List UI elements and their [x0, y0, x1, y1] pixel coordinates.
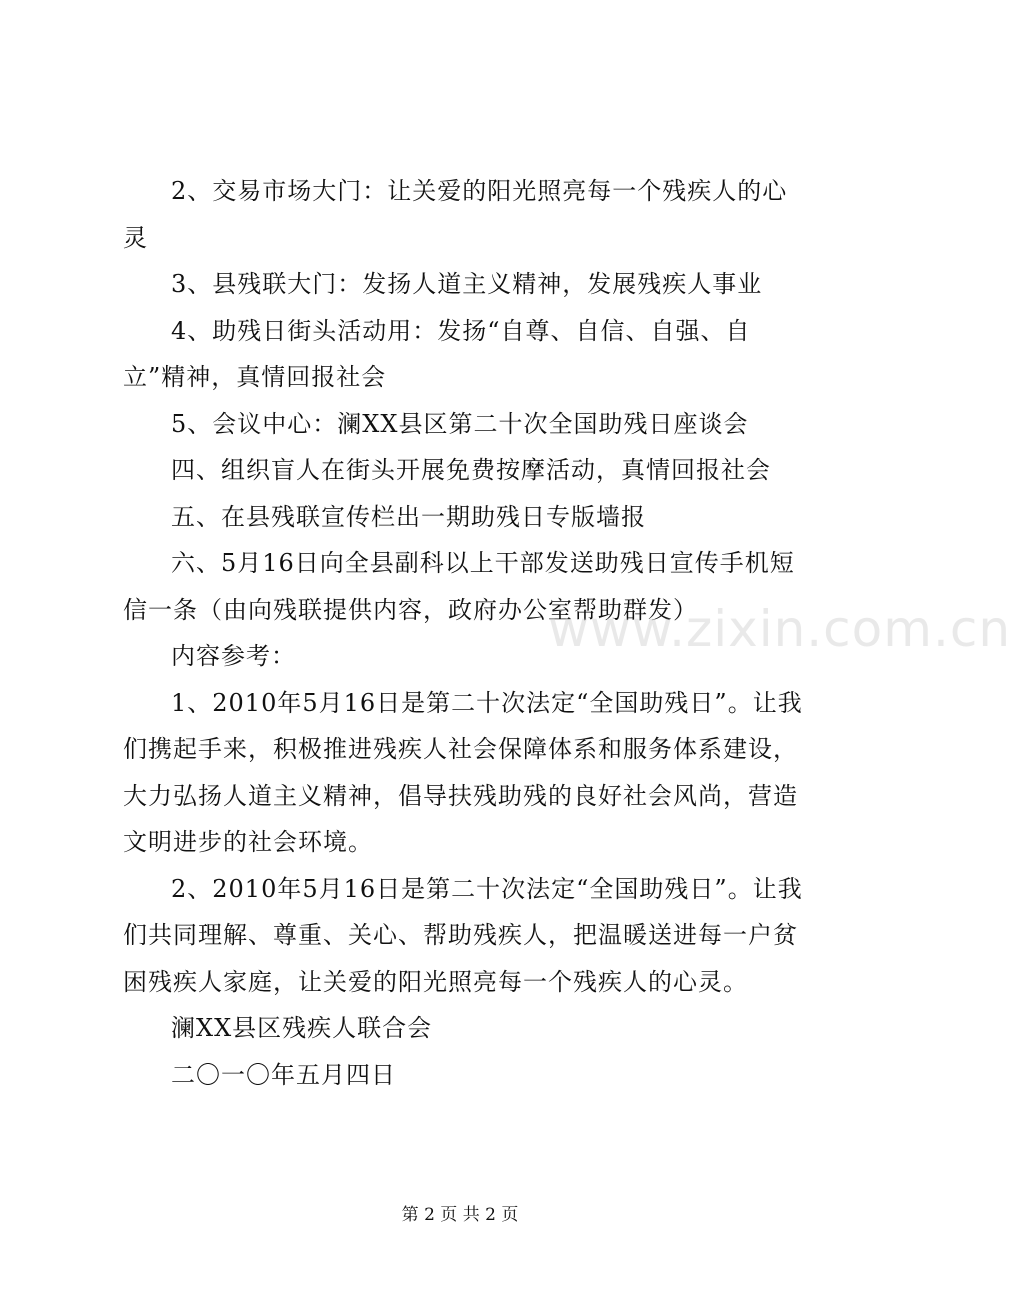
paragraph-street-activity: 4、助残日街头活动用：发扬“自尊、自信、自强、自立”精神，真情回报社会: [123, 316, 751, 391]
paragraph-item-six: 六、5月16日向全县副科以上干部发送助残日宣传手机短信一条（由向残联提供内容，政府办公室帮助群发）: [123, 549, 795, 624]
watermark-logo: www.zixin.com.cn: [548, 600, 1011, 658]
paragraph-content-reference: 内容参考：: [171, 642, 296, 670]
signature-date: 二〇一〇年五月四日: [171, 1060, 396, 1089]
paragraph-item-four: 四、组织盲人在街头开展免费按摩活动，真情回报社会: [171, 456, 771, 484]
paragraph-item-five: 五、在县残联宣传栏出一期助残日专版墙报: [171, 502, 646, 531]
paragraph-market-gate: 2、交易市场大门：让关爱的阳光照亮每一个残疾人的心灵: [123, 177, 788, 252]
signature-organization: 澜XX县区残疾人联合会: [171, 1014, 433, 1042]
paragraph-message-two: 2、2010年5月16日是第二十次法定“全国助残日”。让我们共同理解、尊重、关心、帮助残疾人，把温暖送进每一户贫困残疾人家庭，让关爱的阳光照亮每一个残疾人的心灵。: [123, 874, 803, 996]
paragraph-federation-gate: 3、县残联大门：发扬人道主义精神，发展残疾人事业: [171, 270, 763, 298]
page-footer: 第 2 页 共 2 页: [401, 1205, 519, 1225]
paragraph-meeting-center: 5、会议中心：澜XX县区第二十次全国助残日座谈会: [171, 409, 749, 438]
paragraph-message-one: 1、2010年5月16日是第二十次法定“全国助残日”。让我们携起手来，积极推进残疾人社会保障体系和服务体系建设，大力弘扬人道主义精神，倡导扶残助残的良好社会风尚，营造文明进步的社会环境。: [123, 688, 803, 856]
